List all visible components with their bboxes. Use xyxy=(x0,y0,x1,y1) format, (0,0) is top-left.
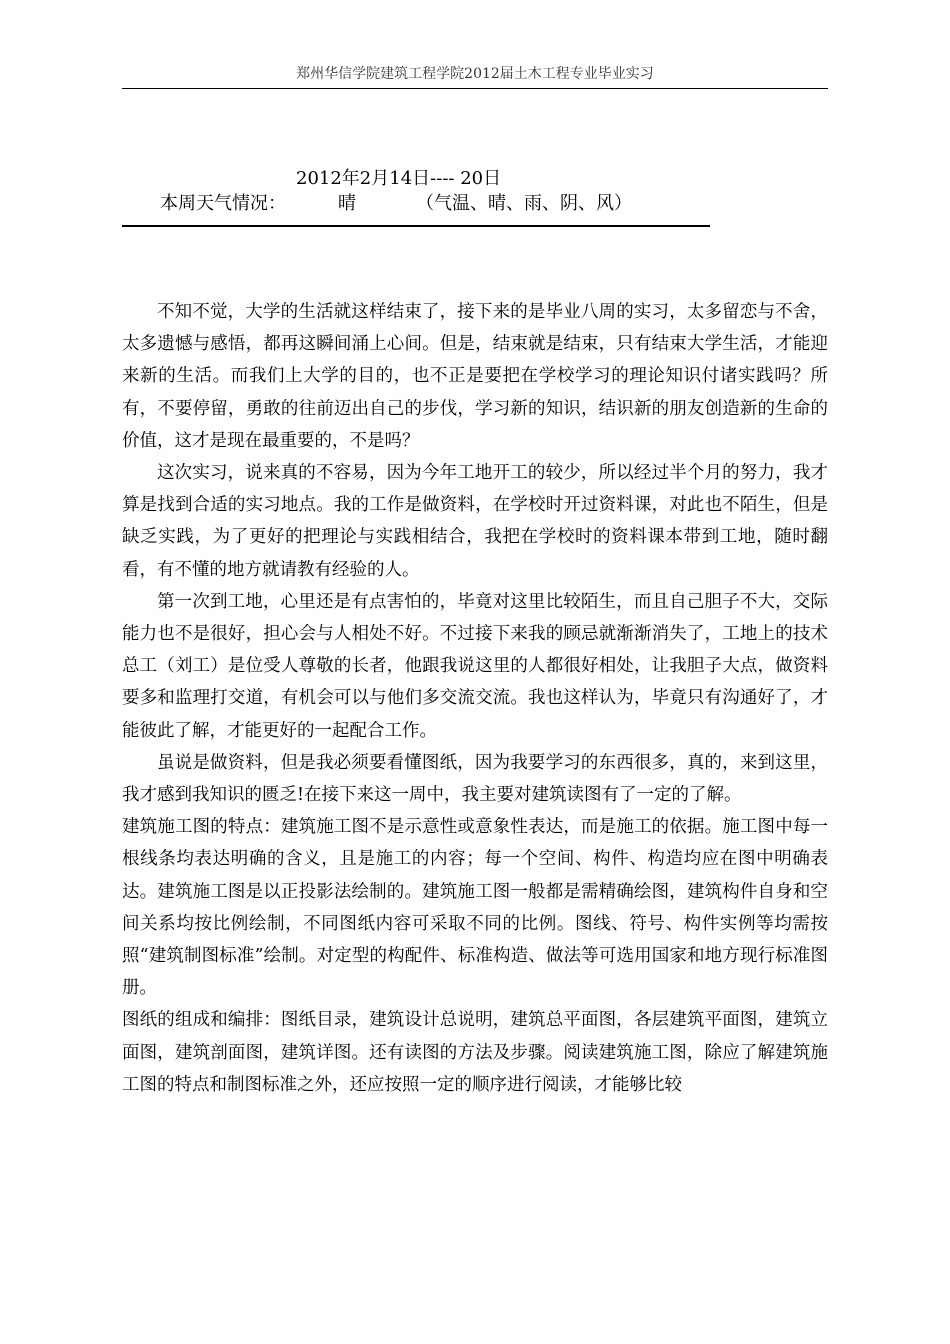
weather-label: 本周天气情况： xyxy=(160,193,286,214)
paragraph: 虽说是做资料，但是我必须要看懂图纸，因为我要学习的东西很多，真的，来到这里，我才感到我知识的匮乏!在接下来这一周中，我主要对建筑读图有了一定的了解。 xyxy=(122,752,828,806)
paragraph: 第一次到工地，心里还是有点害怕的，毕竟对这里比较陌生，而且自己胆子不大，交际能力也不是很好，担心会与人相处不好。不过接下来我的顾忌就渐渐消失了，工地上的技术总工（刘工）是位受人尊敬的长者，他跟我说这里的人都很好相处，让我胆子大点，做资料要多和监理打交道，有机会可以与他们多交流交流。我也这样认为，毕竟只有沟通好了，才能彼此了解，才能更好的一起配合工作。 xyxy=(122,591,828,741)
section-divider xyxy=(122,225,710,227)
paragraph: 建筑施工图的特点：建筑施工图不是示意性或意象性表达，而是施工的依据。施工图中每一根线条均表达明确的含义，且是施工的内容；每一个空间、构件、构造均应在图中明确表达。建筑施工图是以正投影法绘制的。建筑施工图一般都是需精确绘图，建筑构件自身和空间关系均按比例绘制，不同图纸内容可采取不同的比例。图线、符号、构件实例等均需按照“建筑制图标准”绘制。对定型的构配件、标准构造、做法等可选用国家和地方现行标准图册。 xyxy=(122,817,828,999)
paragraph: 图纸的组成和编排：图纸目录，建筑设计总说明，建筑总平面图，各层建筑平面图，建筑立面图，建筑剖面图，建筑详图。还有读图的方法及步骤。阅读建筑施工图，除应了解建筑施工图的特点和制图标准之外，还应按照一定的顺序进行阅读，才能够比较 xyxy=(122,1010,828,1095)
paragraph: 这次实习，说来真的不容易，因为今年工地开工的较少，所以经过半个月的努力，我才算是找到合适的实习地点。我的工作是做资料，在学校时开过资料课，对此也不陌生，但是缺乏实践，为了更好的把理论与实践相结合，我把在学校时的资料课本带到工地，随时翻看，有不懂的地方就请教有经验的人。 xyxy=(122,463,828,580)
journal-body xyxy=(122,296,828,1101)
page-header: 郑州华信学院建筑工程学院2012届土木工程专业毕业实习 xyxy=(122,66,828,89)
paragraph: 不知不觉，大学的生活就这样结束了，接下来的是毕业八周的实习，太多留恋与不舍，太多遗憾与感悟，都再这瞬间涌上心间。但是，结束就是结束，只有结束大学生活，才能迎来新的生活。而我们上大学的目的，也不正是要把在学校学习的理论知识付诸实践吗？所有，不要停留，勇敢的往前迈出自己的步伐，学习新的知识，结识新的朋友创造新的生命的价值，这才是现在最重要的，不是吗？ xyxy=(122,302,828,451)
weather-value: 晴 xyxy=(338,193,356,214)
weather-line xyxy=(160,192,632,216)
date-range: 2012年2月14日---- 20日 xyxy=(296,168,502,189)
weather-hint: （气温、晴、雨、阴、风） xyxy=(416,193,632,214)
